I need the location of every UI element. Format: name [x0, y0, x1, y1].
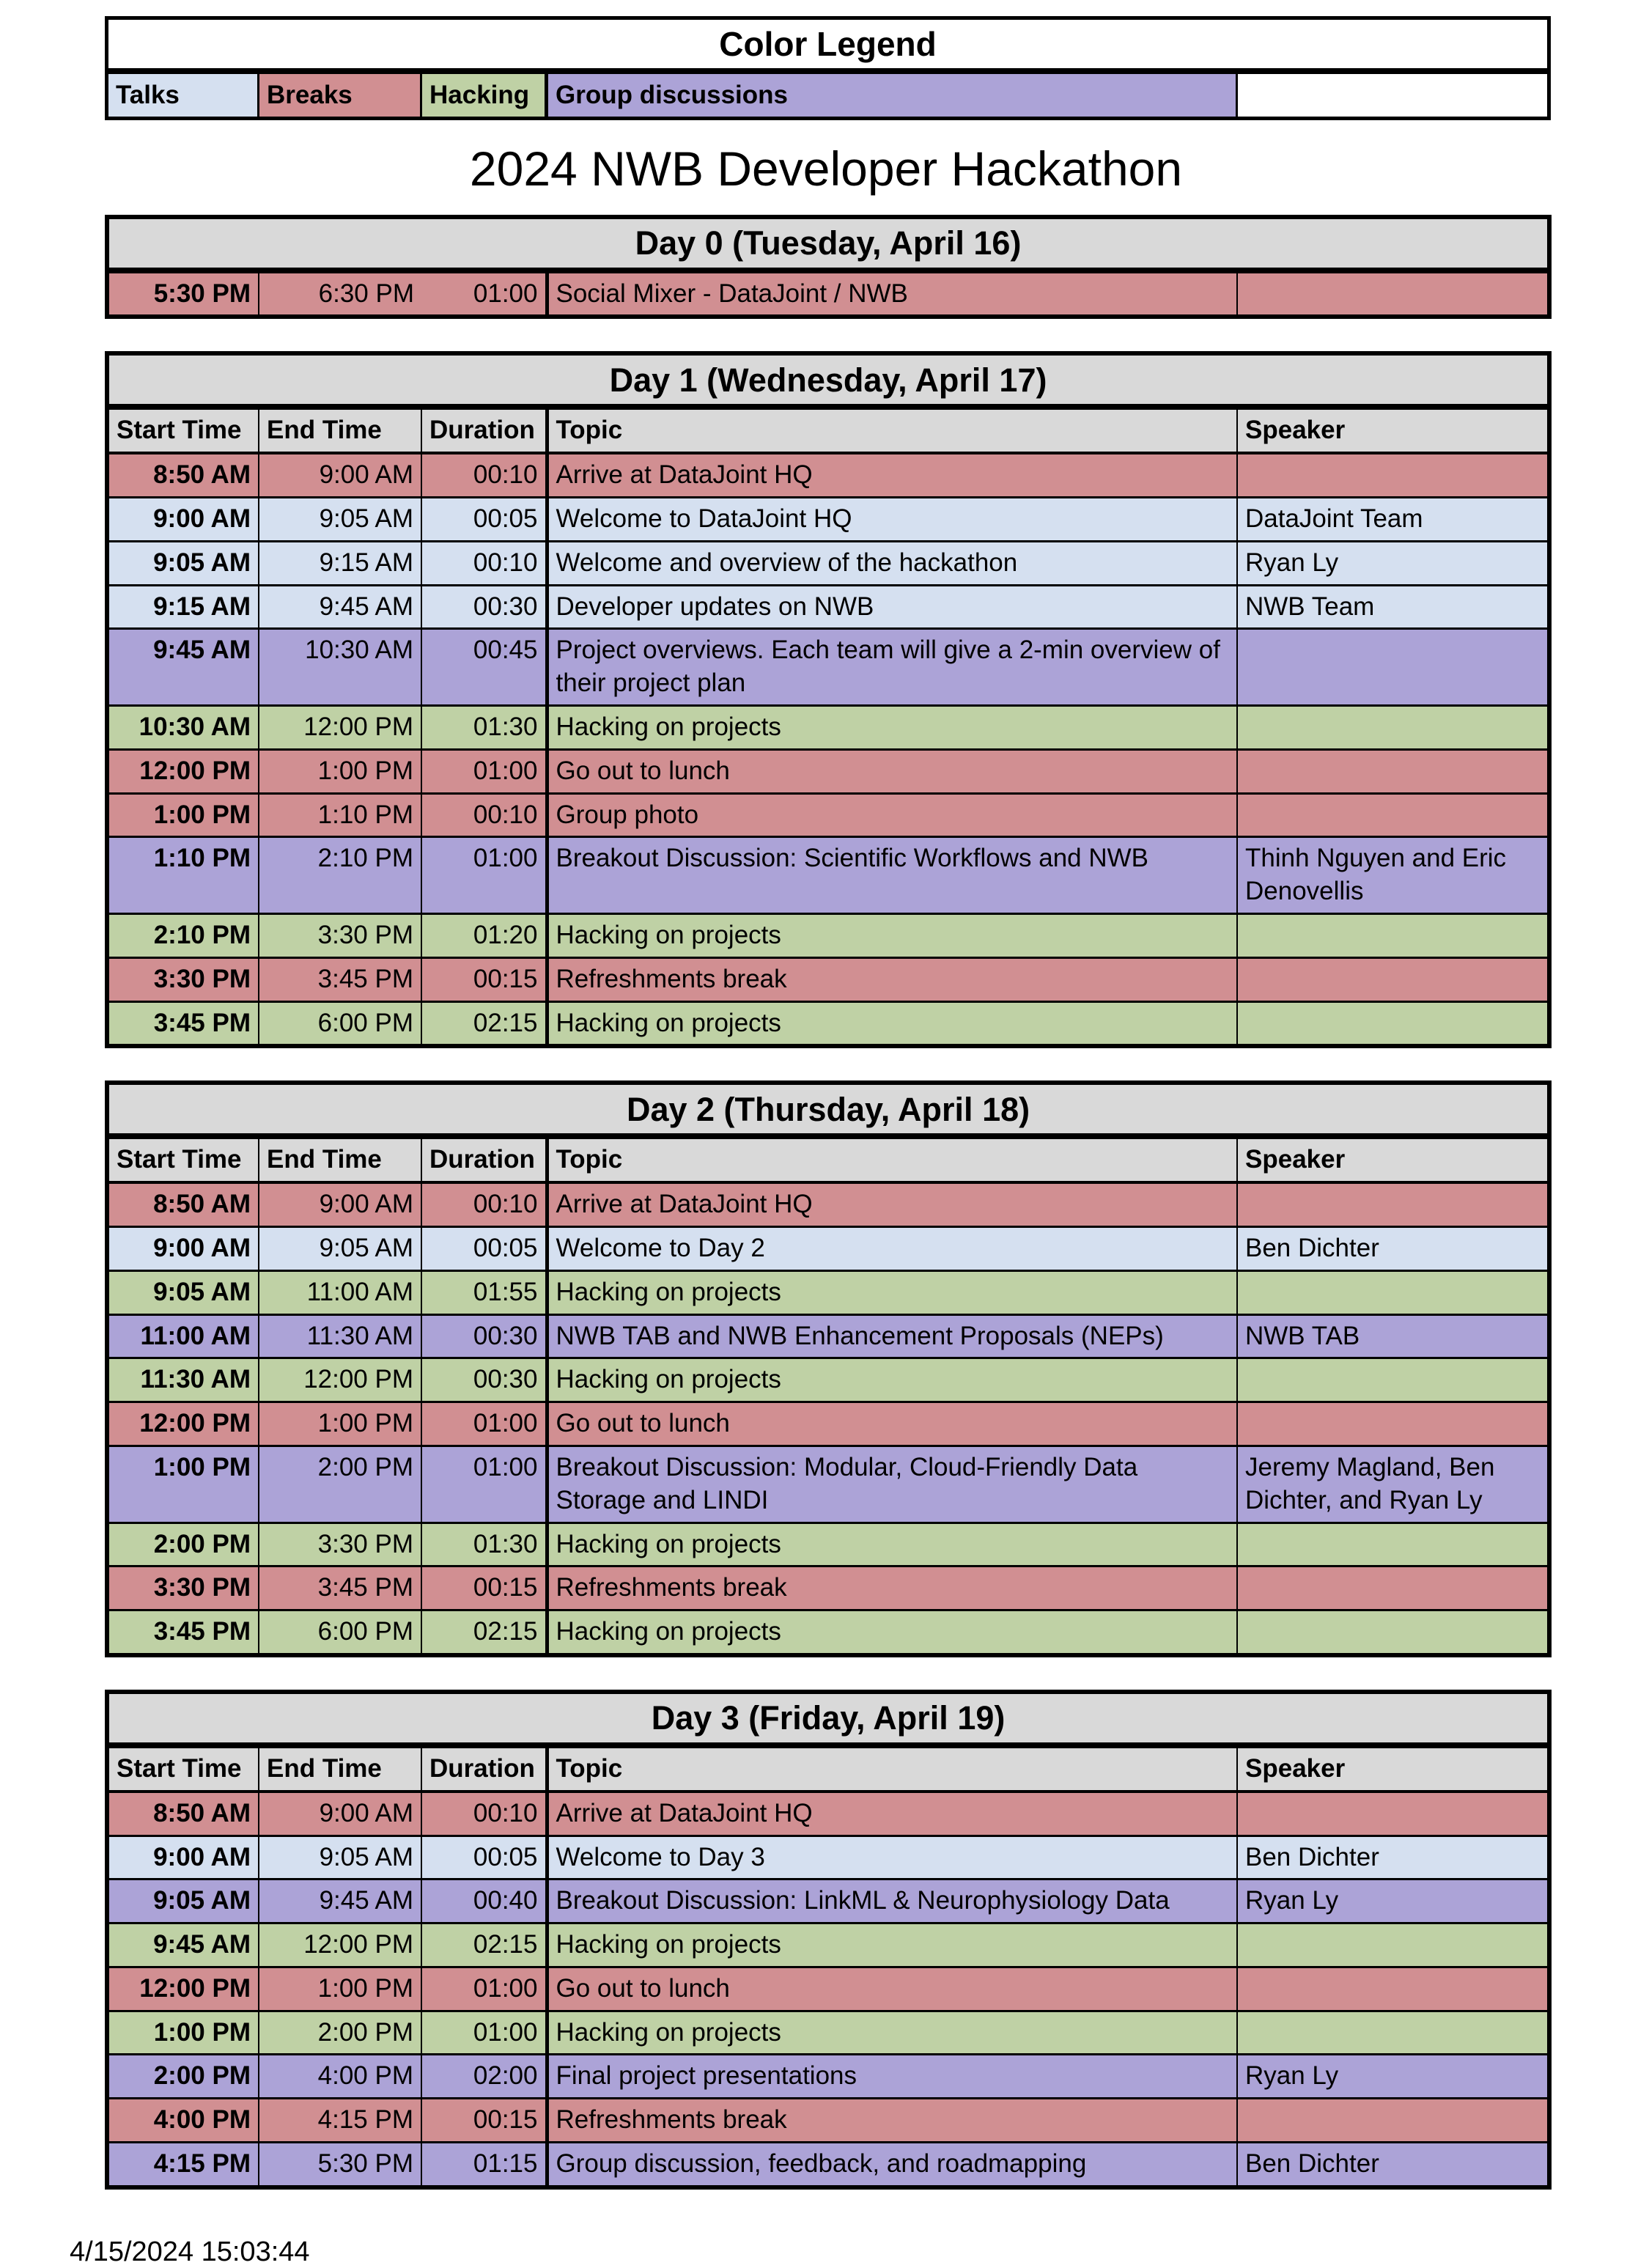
- duration-cell: 00:05: [421, 1226, 547, 1270]
- speaker-cell: [1237, 957, 1549, 1001]
- start-cell: 2:00 PM: [107, 2055, 259, 2099]
- end-cell: 9:15 AM: [259, 541, 421, 585]
- topic-cell: Arrive at DataJoint HQ: [547, 453, 1237, 497]
- topic-cell: Breakout Discussion: Scientific Workflows and NWB: [547, 837, 1237, 914]
- start-cell: 9:00 AM: [107, 1836, 259, 1879]
- day-title: Day 3 (Friday, April 19): [107, 1692, 1549, 1745]
- speaker-cell: [1237, 793, 1549, 837]
- column-header-start-time: Start Time: [107, 1745, 259, 1792]
- start-cell: 9:05 AM: [107, 1270, 259, 1314]
- end-cell: 11:00 AM: [259, 1270, 421, 1314]
- day-title: Day 1 (Wednesday, April 17): [107, 353, 1549, 407]
- duration-cell: 01:00: [421, 1967, 547, 2011]
- topic-cell: Refreshments break: [547, 957, 1237, 1001]
- day-table-0: [105, 215, 1552, 320]
- speaker-cell: Ryan Ly: [1237, 2055, 1549, 2099]
- day-table-1: [105, 351, 1552, 1048]
- event-row: [107, 1566, 1549, 1610]
- event-row: [107, 453, 1549, 497]
- event-row: [107, 1792, 1549, 1836]
- topic-cell: Group discussion, feedback, and roadmapping: [547, 2143, 1237, 2187]
- legend-empty-cell: [1237, 71, 1549, 119]
- speaker-cell: [1237, 1923, 1549, 1967]
- event-row: [107, 1446, 1549, 1523]
- duration-cell: 01:00: [421, 270, 547, 317]
- duration-cell: 01:00: [421, 837, 547, 914]
- topic-cell: NWB TAB and NWB Enhancement Proposals (NEPs): [547, 1314, 1237, 1358]
- start-cell: 3:45 PM: [107, 1001, 259, 1046]
- topic-cell: Go out to lunch: [547, 1402, 1237, 1446]
- end-cell: 9:45 AM: [259, 585, 421, 629]
- duration-cell: 02:00: [421, 2055, 547, 2099]
- speaker-cell: [1237, 2011, 1549, 2055]
- legend-title-row: [107, 18, 1549, 72]
- column-header-duration: Duration: [421, 1136, 547, 1182]
- legend-items-row: [107, 71, 1549, 119]
- speaker-cell: [1237, 1523, 1549, 1566]
- speaker-cell: Thinh Nguyen and Eric Denovellis: [1237, 837, 1549, 914]
- start-cell: 12:00 PM: [107, 749, 259, 793]
- end-cell: 9:05 AM: [259, 1226, 421, 1270]
- topic-cell: Welcome to Day 2: [547, 1226, 1237, 1270]
- speaker-cell: Ryan Ly: [1237, 1879, 1549, 1923]
- duration-cell: 00:30: [421, 585, 547, 629]
- duration-cell: 02:15: [421, 1610, 547, 1655]
- duration-cell: 00:15: [421, 1566, 547, 1610]
- column-header-topic: Topic: [547, 1745, 1237, 1792]
- event-row: [107, 837, 1549, 914]
- day-table-3: [105, 1690, 1552, 2190]
- event-row: [107, 1967, 1549, 2011]
- duration-cell: 00:05: [421, 497, 547, 541]
- end-cell: 1:00 PM: [259, 749, 421, 793]
- end-cell: 3:30 PM: [259, 1523, 421, 1566]
- start-cell: 9:05 AM: [107, 1879, 259, 1923]
- event-row: [107, 957, 1549, 1001]
- day-table-2: [105, 1080, 1552, 1657]
- event-row: [107, 1610, 1549, 1655]
- end-cell: 5:30 PM: [259, 2143, 421, 2187]
- event-row: [107, 1314, 1549, 1358]
- speaker-cell: [1237, 1001, 1549, 1046]
- event-row: [107, 2143, 1549, 2187]
- event-row: [107, 913, 1549, 957]
- event-row: [107, 1270, 1549, 1314]
- start-cell: 2:10 PM: [107, 913, 259, 957]
- duration-cell: 00:15: [421, 957, 547, 1001]
- end-cell: 1:10 PM: [259, 793, 421, 837]
- topic-cell: Hacking on projects: [547, 913, 1237, 957]
- column-header-row: [107, 407, 1549, 453]
- start-cell: 9:05 AM: [107, 541, 259, 585]
- duration-cell: 01:00: [421, 749, 547, 793]
- end-cell: 3:45 PM: [259, 957, 421, 1001]
- start-cell: 9:00 AM: [107, 497, 259, 541]
- start-cell: 1:00 PM: [107, 2011, 259, 2055]
- topic-cell: Hacking on projects: [547, 705, 1237, 749]
- speaker-cell: Ben Dichter: [1237, 1836, 1549, 1879]
- end-cell: 3:30 PM: [259, 913, 421, 957]
- speaker-cell: [1237, 1610, 1549, 1655]
- day-header-row: [107, 1692, 1549, 1745]
- end-cell: 4:15 PM: [259, 2099, 421, 2143]
- start-cell: 3:30 PM: [107, 957, 259, 1001]
- start-cell: 9:45 AM: [107, 629, 259, 706]
- topic-cell: Project overviews. Each team will give a 2-min overview of their project plan: [547, 629, 1237, 706]
- topic-cell: Hacking on projects: [547, 1610, 1237, 1655]
- day-header-row: [107, 1083, 1549, 1136]
- column-header-start-time: Start Time: [107, 1136, 259, 1182]
- end-cell: 3:45 PM: [259, 1566, 421, 1610]
- duration-cell: 00:10: [421, 793, 547, 837]
- event-row: [107, 1836, 1549, 1879]
- duration-cell: 02:15: [421, 1001, 547, 1046]
- end-cell: 4:00 PM: [259, 2055, 421, 2099]
- legend-item-hacking: Hacking: [421, 71, 547, 119]
- end-cell: 10:30 AM: [259, 629, 421, 706]
- start-cell: 9:15 AM: [107, 585, 259, 629]
- topic-cell: Hacking on projects: [547, 1001, 1237, 1046]
- start-cell: 4:15 PM: [107, 2143, 259, 2187]
- column-header-speaker: Speaker: [1237, 1745, 1549, 1792]
- day-title: Day 2 (Thursday, April 18): [107, 1083, 1549, 1136]
- end-cell: 9:05 AM: [259, 1836, 421, 1879]
- speaker-cell: Ben Dichter: [1237, 2143, 1549, 2187]
- speaker-cell: [1237, 705, 1549, 749]
- speaker-cell: [1237, 1358, 1549, 1402]
- start-cell: 8:50 AM: [107, 1792, 259, 1836]
- duration-cell: 01:30: [421, 1523, 547, 1566]
- topic-cell: Final project presentations: [547, 2055, 1237, 2099]
- start-cell: 1:10 PM: [107, 837, 259, 914]
- event-row: [107, 270, 1549, 317]
- topic-cell: Hacking on projects: [547, 1523, 1237, 1566]
- duration-cell: 01:00: [421, 1446, 547, 1523]
- start-cell: 5:30 PM: [107, 270, 259, 317]
- event-row: [107, 1523, 1549, 1566]
- legend-item-breaks: Breaks: [259, 71, 421, 119]
- speaker-cell: [1237, 1402, 1549, 1446]
- start-cell: 12:00 PM: [107, 1967, 259, 2011]
- end-cell: 2:00 PM: [259, 1446, 421, 1523]
- event-row: [107, 629, 1549, 706]
- end-cell: 6:00 PM: [259, 1001, 421, 1046]
- speaker-cell: [1237, 453, 1549, 497]
- column-header-start-time: Start Time: [107, 407, 259, 453]
- start-cell: 2:00 PM: [107, 1523, 259, 1566]
- end-cell: 11:30 AM: [259, 1314, 421, 1358]
- legend-item-group: Group discussions: [547, 71, 1237, 119]
- column-header-end-time: End Time: [259, 1136, 421, 1182]
- start-cell: 11:30 AM: [107, 1358, 259, 1402]
- duration-cell: 01:00: [421, 2011, 547, 2055]
- topic-cell: Group photo: [547, 793, 1237, 837]
- start-cell: 9:00 AM: [107, 1226, 259, 1270]
- column-header-speaker: Speaker: [1237, 1136, 1549, 1182]
- end-cell: 12:00 PM: [259, 1923, 421, 1967]
- duration-cell: 00:30: [421, 1358, 547, 1402]
- event-row: [107, 1923, 1549, 1967]
- topic-cell: Hacking on projects: [547, 2011, 1237, 2055]
- duration-cell: 00:40: [421, 1879, 547, 1923]
- column-header-duration: Duration: [421, 407, 547, 453]
- end-cell: 9:05 AM: [259, 497, 421, 541]
- start-cell: 1:00 PM: [107, 1446, 259, 1523]
- duration-cell: 01:00: [421, 1402, 547, 1446]
- event-row: [107, 749, 1549, 793]
- column-header-duration: Duration: [421, 1745, 547, 1792]
- event-row: [107, 793, 1549, 837]
- event-row: [107, 1358, 1549, 1402]
- duration-cell: 00:05: [421, 1836, 547, 1879]
- speaker-cell: Ryan Ly: [1237, 541, 1549, 585]
- speaker-cell: Jeremy Magland, Ben Dichter, and Ryan Ly: [1237, 1446, 1549, 1523]
- end-cell: 9:00 AM: [259, 453, 421, 497]
- column-header-end-time: End Time: [259, 407, 421, 453]
- end-cell: 9:45 AM: [259, 1879, 421, 1923]
- end-cell: 12:00 PM: [259, 1358, 421, 1402]
- event-row: [107, 2099, 1549, 2143]
- duration-cell: 00:15: [421, 2099, 547, 2143]
- event-row: [107, 2055, 1549, 2099]
- duration-cell: 01:55: [421, 1270, 547, 1314]
- topic-cell: Hacking on projects: [547, 1270, 1237, 1314]
- speaker-cell: DataJoint Team: [1237, 497, 1549, 541]
- column-header-row: [107, 1745, 1549, 1792]
- column-header-speaker: Speaker: [1237, 407, 1549, 453]
- event-row: [107, 2011, 1549, 2055]
- event-row: [107, 1182, 1549, 1226]
- day-header-row: [107, 353, 1549, 407]
- topic-cell: Breakout Discussion: LinkML & Neurophysiology Data: [547, 1879, 1237, 1923]
- speaker-cell: [1237, 2099, 1549, 2143]
- speaker-cell: [1237, 1182, 1549, 1226]
- topic-cell: Arrive at DataJoint HQ: [547, 1182, 1237, 1226]
- speaker-cell: [1237, 1967, 1549, 2011]
- legend-item-talks: Talks: [107, 71, 259, 119]
- speaker-cell: [1237, 1792, 1549, 1836]
- event-row: [107, 585, 1549, 629]
- schedule-tables: [0, 215, 1649, 2190]
- start-cell: 8:50 AM: [107, 1182, 259, 1226]
- duration-cell: 00:10: [421, 1792, 547, 1836]
- topic-cell: Go out to lunch: [547, 749, 1237, 793]
- start-cell: 3:45 PM: [107, 1610, 259, 1655]
- speaker-cell: [1237, 1270, 1549, 1314]
- print-timestamp: 4/15/2024 15:03:44: [70, 2236, 310, 2267]
- column-header-topic: Topic: [547, 1136, 1237, 1182]
- end-cell: 1:00 PM: [259, 1967, 421, 2011]
- event-row: [107, 1879, 1549, 1923]
- topic-cell: Welcome and overview of the hackathon: [547, 541, 1237, 585]
- event-row: [107, 1226, 1549, 1270]
- speaker-cell: NWB TAB: [1237, 1314, 1549, 1358]
- event-row: [107, 541, 1549, 585]
- duration-cell: 00:10: [421, 1182, 547, 1226]
- speaker-cell: [1237, 1566, 1549, 1610]
- start-cell: 10:30 AM: [107, 705, 259, 749]
- start-cell: 3:30 PM: [107, 1566, 259, 1610]
- start-cell: 1:00 PM: [107, 793, 259, 837]
- duration-cell: 00:30: [421, 1314, 547, 1358]
- end-cell: 2:00 PM: [259, 2011, 421, 2055]
- topic-cell: Welcome to Day 3: [547, 1836, 1237, 1879]
- topic-cell: Refreshments break: [547, 2099, 1237, 2143]
- topic-cell: Refreshments break: [547, 1566, 1237, 1610]
- topic-cell: Breakout Discussion: Modular, Cloud-Friendly Data Storage and LINDI: [547, 1446, 1237, 1523]
- duration-cell: 02:15: [421, 1923, 547, 1967]
- end-cell: 1:00 PM: [259, 1402, 421, 1446]
- duration-cell: 01:15: [421, 2143, 547, 2187]
- column-header-row: [107, 1136, 1549, 1182]
- duration-cell: 00:10: [421, 453, 547, 497]
- legend-title: Color Legend: [107, 18, 1549, 72]
- topic-cell: Hacking on projects: [547, 1923, 1237, 1967]
- end-cell: 2:10 PM: [259, 837, 421, 914]
- start-cell: 12:00 PM: [107, 1402, 259, 1446]
- end-cell: 12:00 PM: [259, 705, 421, 749]
- speaker-cell: [1237, 629, 1549, 706]
- duration-cell: 01:20: [421, 913, 547, 957]
- speaker-cell: Ben Dichter: [1237, 1226, 1549, 1270]
- event-row: [107, 1001, 1549, 1046]
- event-row: [107, 1402, 1549, 1446]
- duration-cell: 01:30: [421, 705, 547, 749]
- speaker-cell: [1237, 270, 1549, 317]
- column-header-end-time: End Time: [259, 1745, 421, 1792]
- speaker-cell: [1237, 913, 1549, 957]
- duration-cell: 00:45: [421, 629, 547, 706]
- end-cell: 9:00 AM: [259, 1182, 421, 1226]
- speaker-cell: [1237, 749, 1549, 793]
- event-row: [107, 705, 1549, 749]
- start-cell: 11:00 AM: [107, 1314, 259, 1358]
- duration-cell: 00:10: [421, 541, 547, 585]
- speaker-cell: NWB Team: [1237, 585, 1549, 629]
- day-title: Day 0 (Tuesday, April 16): [107, 217, 1549, 270]
- start-cell: 8:50 AM: [107, 453, 259, 497]
- topic-cell: Hacking on projects: [547, 1358, 1237, 1402]
- topic-cell: Go out to lunch: [547, 1967, 1237, 2011]
- end-cell: 6:30 PM: [259, 270, 421, 317]
- end-cell: 9:00 AM: [259, 1792, 421, 1836]
- start-cell: 4:00 PM: [107, 2099, 259, 2143]
- page-title: 2024 NWB Developer Hackathon: [469, 141, 1183, 196]
- topic-cell: Welcome to DataJoint HQ: [547, 497, 1237, 541]
- day-header-row: [107, 217, 1549, 270]
- column-header-topic: Topic: [547, 407, 1237, 453]
- event-row: [107, 497, 1549, 541]
- color-legend-table: [105, 16, 1551, 120]
- start-cell: 9:45 AM: [107, 1923, 259, 1967]
- topic-cell: Arrive at DataJoint HQ: [547, 1792, 1237, 1836]
- topic-cell: Social Mixer - DataJoint / NWB: [547, 270, 1237, 317]
- end-cell: 6:00 PM: [259, 1610, 421, 1655]
- topic-cell: Developer updates on NWB: [547, 585, 1237, 629]
